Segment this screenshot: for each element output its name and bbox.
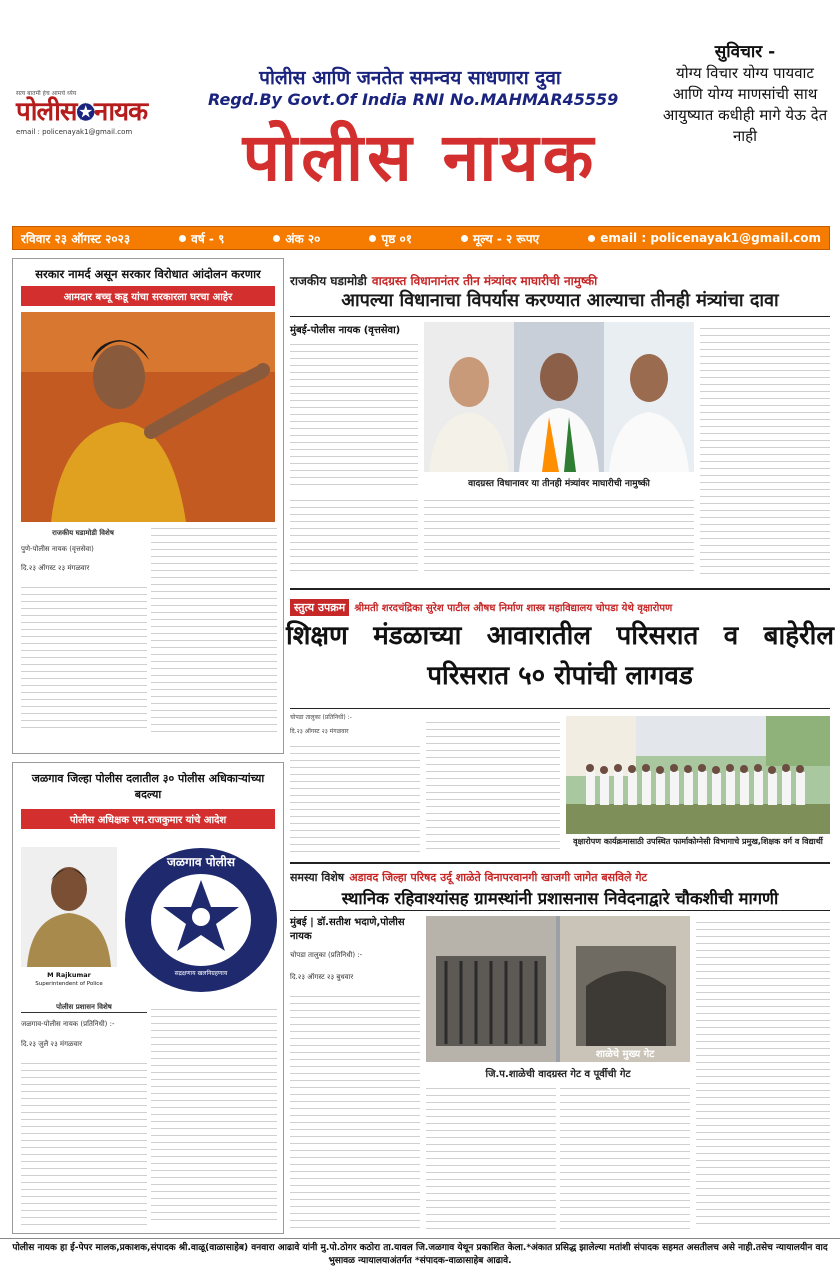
left-story-2-subhead: पोलीस अधिक्षक एम.राजकुमार यांचे आदेश: [21, 809, 275, 829]
story-3-body-col3: [560, 1082, 690, 1230]
star-icon: ✪: [76, 100, 94, 127]
page-number: पृष्ठ ०१: [369, 230, 412, 247]
story-2-date: दि.२३ ऑगस्ट २३ मंगळवार: [290, 728, 349, 735]
story-2-dateline: चोपडा तालुका (प्रतिनिधी) :-: [290, 714, 352, 721]
officer-name: M Rajkumar: [47, 971, 91, 979]
story-3-kicker-text: अडावद जिल्हा परिषद उर्दू शाळेते विनापरवानगी खाजगी जागेत बसविले गेट: [349, 871, 648, 884]
politician-image: [21, 312, 275, 522]
story-3-caption: जि.प.शाळेची वादग्रस्त गेट व पूर्वीची गेट: [485, 1069, 631, 1080]
left-story-2-body: [21, 1057, 147, 1225]
officer-photo: [21, 847, 117, 967]
story-2-body-col2: [426, 716, 560, 854]
left-story-1-body: [21, 581, 147, 733]
divider: [290, 588, 830, 590]
masthead-tagline: पोलीस आणि जनतेत समन्वय साधणारा दुवा: [259, 67, 561, 89]
officer-image: [21, 847, 117, 967]
story-2-caption: वृक्षारोपण कार्यक्रमासाठी उपस्थित फार्माकोग्नेसी विभागाचे प्रमुख,शिक्षक वर्ग व विद्यार्थी: [573, 837, 823, 846]
logo-email: email : policenayak1@gmail.com: [16, 128, 133, 137]
police-badge: [123, 847, 279, 993]
politician-photo: [21, 312, 275, 522]
story-2-kicker-text: श्रीमती शरदचंद्रिका सुरेश पाटील औषध निर्माण शास्त्र महाविद्यालय चोपडा येथे वृक्षारोपण: [354, 603, 673, 614]
story-2-kicker-tag: स्तुत्य उपक्रम: [290, 599, 349, 616]
bullet-icon: [179, 235, 186, 242]
story-3-body-col1: [290, 990, 420, 1230]
gate-photo-label: शाळेचे मुख्य गेट: [595, 1049, 655, 1060]
left-story-2: [12, 762, 284, 1234]
bullet-icon: [273, 235, 280, 242]
left-story-1-body-col2: [151, 522, 277, 733]
contact-email[interactable]: email : policenayak1@gmail.com: [588, 231, 821, 245]
story-2-kicker: [290, 596, 830, 616]
story-2-body-col1: [290, 740, 420, 854]
divider: [290, 910, 830, 911]
left-story-1-tag: राजकीय घडामोडी विशेष: [52, 529, 114, 537]
registration-number: Regd.By Govt.Of India RNI No.MAHMAR45559: [208, 90, 619, 109]
newspaper-title: पोलीस नायक: [242, 118, 598, 196]
badge-top-text: जळगाव पोलीस: [166, 855, 236, 869]
story-3-body-col2: [426, 1082, 556, 1230]
story-1-dateline: मुंबई-पोलीस नायक (वृत्तसेवा): [290, 325, 401, 336]
story-3-kicker: [290, 866, 830, 885]
story-1-kicker-text: वादग्रस्त विधानानंतर तीन मंत्र्यांवर माघारीची नामुष्की: [371, 274, 598, 288]
story-1-body-col1b: [290, 494, 418, 576]
badge-bottom-text: सद्रक्षणाय खलनिग्रहणाय: [174, 970, 228, 977]
bullet-icon: [461, 235, 468, 242]
story-1-body-col1: [290, 338, 418, 488]
left-story-2-body-col2: [151, 1003, 277, 1225]
suvichar-heading: सुविचार -: [714, 42, 776, 62]
story-3-date: दि.२३ ऑगस्ट २३ बुधवार: [290, 973, 354, 981]
logo-name-left: पोलीस: [16, 97, 77, 128]
bullet-icon: [588, 235, 595, 242]
issue-number: अंक २०: [273, 230, 320, 247]
left-story-1-date: दि.२३ ऑगस्ट २३ मंगळवार: [21, 564, 90, 572]
story-2-headline: शिक्षण मंडळाच्या आवारातील परिसरात व बाहेरील परिसरात ५० रोपांची लागवड: [286, 621, 834, 691]
volume: वर्ष - ९: [179, 230, 224, 247]
suvichar-box: [660, 42, 830, 147]
logo: [16, 90, 186, 136]
gate-image: [426, 916, 690, 1062]
story-3-headline: स्थानिक रहिवाश्यांसह ग्रामस्थांनी प्रशासनास निवेदनाद्वारे चौकशीची मागणी: [341, 889, 779, 908]
officer-title: Superintendent of Police: [35, 981, 103, 987]
left-story-2-dateline: जळगाव-पोलीस नायक (प्रतिनिधी) :-: [21, 1020, 115, 1028]
story-1-headline: आपल्या विधानाचा विपर्यास करण्यात आल्याचा तीनही मंत्र्यांचा दावा: [341, 290, 779, 311]
ministers-photo: [424, 322, 694, 472]
suvichar-text: योग्य विचार योग्य पायवाट आणि योग्य माणसांची साथ आयुष्यात कधीही मागे येऊ देत नाही: [662, 64, 828, 145]
divider: [290, 708, 830, 709]
price: मूल्य - २ रूपए: [461, 230, 539, 247]
story-1-body-col2: [424, 494, 694, 576]
story-3-dateline: मुंबई | डॉ.सतीश भदाणे,पोलीस नायक: [290, 917, 405, 942]
left-story-1: [12, 258, 284, 754]
gate-photo: [426, 916, 690, 1062]
story-3-body-col4: [696, 916, 830, 1230]
story-3-kicker-prefix: समस्या विशेष: [290, 871, 345, 884]
left-story-1-subhead: आमदार बच्चू कडू यांचा सरकारला घरचा आहेर: [21, 286, 275, 306]
story-1-kicker: [290, 270, 830, 289]
story-1-caption: वादग्रस्त विधानावर या तीनही मंत्र्यांवर माघारीची नामुष्की: [468, 479, 650, 489]
logo-name-right: नायक: [93, 97, 148, 128]
story-1-kicker-prefix: राजकीय घडामोडी: [290, 274, 367, 288]
bullet-icon: [369, 235, 376, 242]
divider: [290, 862, 830, 864]
footer-imprint: पोलीस नायक हा ई-पेपर मालक,प्रकाशक,संपादक श्री.वाळू(वाळासाहेब) वनवारा आढावे यांनी मु.पो.ठोगर कठोरा ता.यावल जि.जळगाव येथून प्रकाशित केला.*अंकात प्रसिद्ध झालेल्या मतांशी संपादक सहमत असतीलच असे नाही.तसेच न्यायालयीन वाद भुसावळ न्यायालयाअंतर्गत *संपादक-वाळासाहेब आढावे.: [0, 1238, 840, 1280]
plantation-image: [566, 716, 830, 834]
left-story-1-dateline: पुणे-पोलीस नायक (वृत्तसेवा): [21, 545, 94, 553]
logo-name: [16, 97, 186, 128]
logo-tagline: सत्य बातमी हेच आमचे ध्येय: [16, 90, 77, 97]
story-3-subline: चोपडा तालुका (प्रतिनिधी) :-: [290, 951, 363, 959]
issue-date: रविवार २३ ऑगस्ट २०२३: [21, 231, 131, 246]
left-story-2-date: दि.२३ जुलै २३ मंगळवार: [21, 1040, 82, 1048]
left-story-1-headline: सरकार नामर्द असून सरकार विरोधात आंदोलन करणार: [35, 267, 261, 281]
plantation-photo: [566, 716, 830, 834]
ministers-image: [424, 322, 694, 472]
left-story-2-headline: जळगाव जिल्हा पोलीस दलातील ३० पोलीस अधिकाऱ्यांच्या बदल्या: [31, 772, 265, 801]
divider: [290, 316, 830, 317]
left-story-2-tag: पोलीस प्रशासन विशेष: [21, 1003, 147, 1013]
date-bar: [12, 226, 830, 250]
story-1-body-col3: [700, 322, 830, 576]
